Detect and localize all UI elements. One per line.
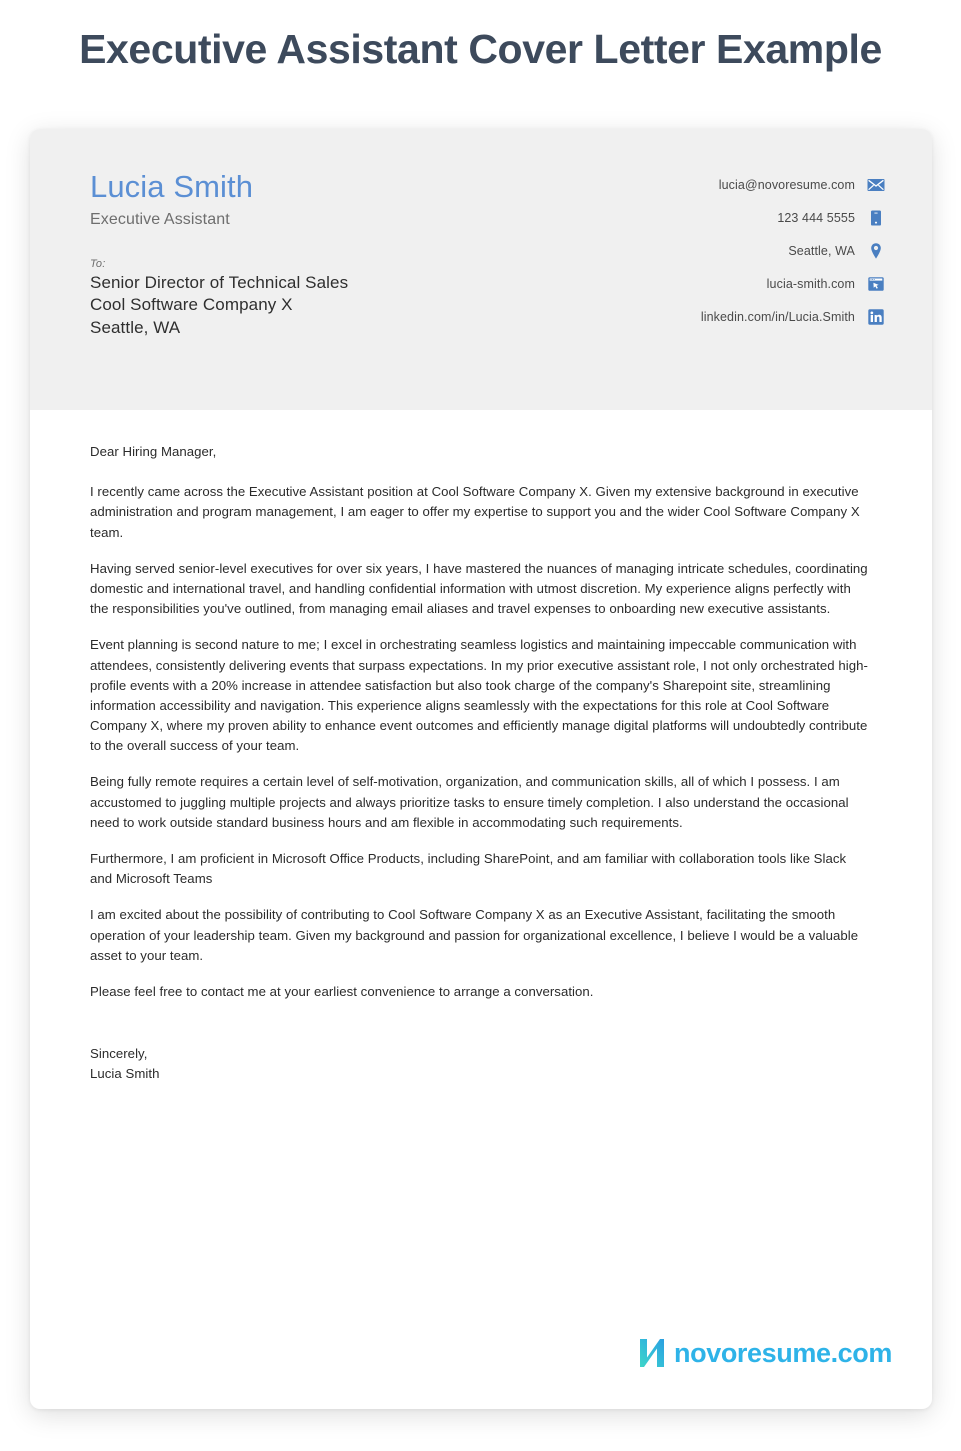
location-pin-icon: [867, 242, 885, 260]
body-paragraph-2: Having served senior-level executives for over six years, I have mastered the nuances of managing intricate schedules, coordinating domestic and international travel, and handling confidential information with utmost discretion. My experience aligns perfectly with the responsibilities you've outlined, from managing email aliases and travel expenses to onboarding new executive assistants.: [90, 560, 868, 617]
recipient-line-1: Senior Director of Technical Sales: [90, 272, 349, 292]
body-paragraph-1: I recently came across the Executive Assistant position at Cool Software Company X. Given my extensive background in executive administration and program management, I am eager to offer my expertise to support you and the wider Cool Software Company X team.: [90, 484, 860, 540]
contact-row-phone: [701, 208, 885, 228]
contact-website-text: lucia-smith.com: [766, 277, 855, 291]
contact-details-list: [701, 175, 885, 327]
recipient-line-2: Cool Software Company X: [90, 295, 293, 315]
body-paragraph-5: Furthermore, I am proficient in Microsoft Office Products, including SharePoint, and am familiar with collaboration tools like Slack and Microsoft Teams: [90, 851, 847, 887]
candidate-role: Executive Assistant: [90, 210, 230, 228]
letter-header-left: [90, 169, 348, 339]
novoresume-wordmark: novoresume.com: [674, 1337, 892, 1368]
page-title: Executive Assistant Cover Letter Example: [79, 25, 882, 72]
envelope-icon: [867, 176, 885, 194]
website-icon: [867, 275, 885, 293]
contact-row-location: [701, 241, 885, 261]
contact-row-website: [701, 274, 885, 294]
linkedin-icon: [867, 308, 885, 326]
letter-body: [30, 410, 932, 1085]
contact-phone-text: 123 444 5555: [777, 211, 855, 225]
novoresume-n-icon: [637, 1337, 667, 1369]
salutation: Dear Hiring Manager,: [90, 444, 217, 459]
contact-linkedin-text: linkedin.com/in/Lucia.Smith: [700, 310, 855, 324]
cover-letter-document: [30, 129, 932, 1409]
novoresume-branding: [637, 1337, 892, 1369]
contact-row-email: [701, 175, 885, 195]
mobile-phone-icon: [867, 209, 885, 227]
signoff-block: [90, 1044, 872, 1084]
recipient-block: [90, 272, 348, 340]
body-paragraph-3: Event planning is second nature to me; I excel in orchestrating seamless logistics and maintaining impeccable communication with attendees, consistently delivering events that surpass expectations. In my prior executive assistant role, I not only orchestrated high-profile events with a 20% increase in attendee satisfaction but also took charge of the company's Sharepoint site, streamlining information accessibility and navigation. This experience aligns seamlessly with the expectations for this role at Cool Software Company X, where my proven ability to enhance event outcomes and efficiently manage digital platforms will undoubtedly contribute to the overall success of your team.: [90, 637, 868, 754]
body-paragraph-4: Being fully remote requires a certain level of self-motivation, organization, and communication skills, all of which I possess. I am accustomed to juggling multiple projects and always prioritize tasks to ensure timely completion. I also understand the occasional need to work outside standard business hours and am flexible in accommodating such requirements.: [90, 774, 849, 830]
letter-header: [30, 129, 932, 410]
contact-location-text: Seattle, WA: [788, 244, 855, 258]
to-label: To:: [90, 257, 106, 270]
contact-row-linkedin: [701, 307, 885, 327]
candidate-name: Lucia Smith: [90, 169, 254, 204]
recipient-line-3: Seattle, WA: [90, 317, 181, 337]
closing-line: Sincerely,: [90, 1046, 148, 1062]
body-paragraph-7: Please feel free to contact me at your earliest convenience to arrange a conversation.: [90, 983, 594, 999]
body-paragraph-6: I am excited about the possibility of contributing to Cool Software Company X as an Executive Assistant, facilitating the smooth operation of your leadership team. Given my background and passion for organizational excellence, I believe I would be a valuable asset to your team.: [90, 907, 859, 963]
signature-name: Lucia Smith: [90, 1066, 160, 1082]
contact-email-text: lucia@novoresume.com: [718, 178, 855, 192]
